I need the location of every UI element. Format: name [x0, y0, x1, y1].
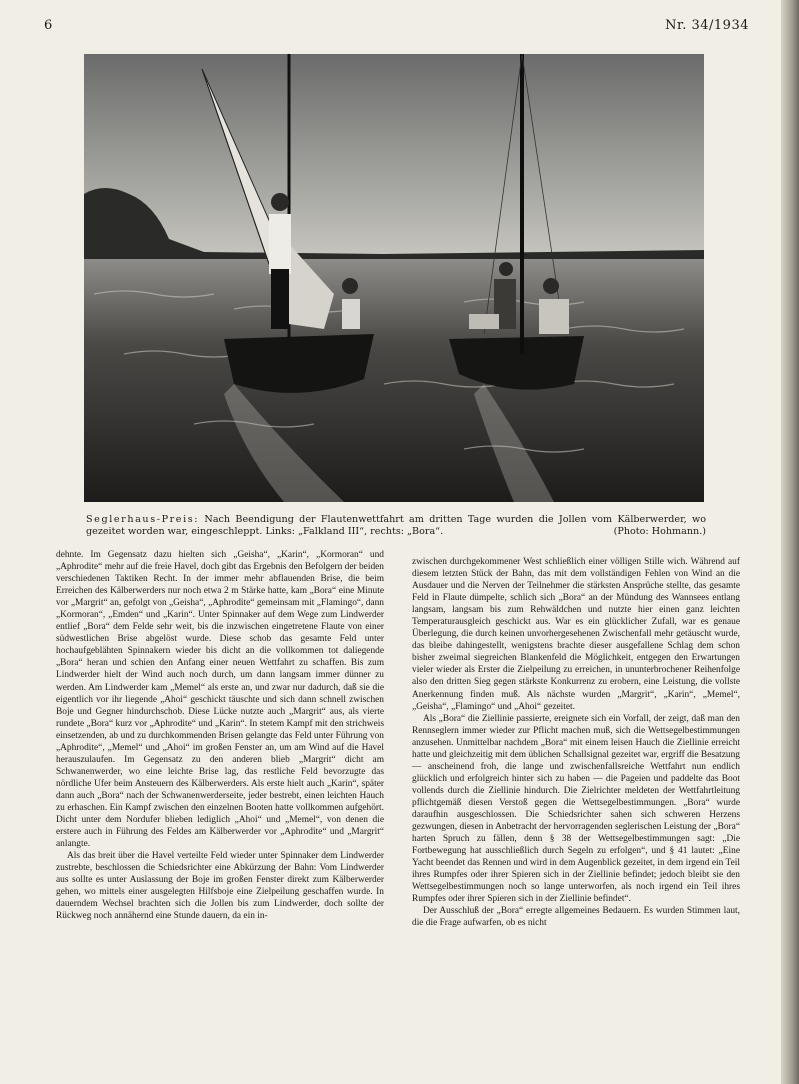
issue-number: Nr. 34/1934: [665, 18, 749, 33]
paragraph: dehnte. Im Gegensatz dazu hielten sich „Geisha“, „Karin“, „Kormoran“ und „Aphrodite“ mehr auf die freie Havel, doch gibt das Ergebnis den Befolgern der beiden verschiedenen Taktiken Recht. In der immer mehr abflauenden Brise, die beim Erreichen des Kälberwerders nur noch etwa 2 m Stärke hatte, kam „Bora“ eine Minute vor „Margrit“ an, gefolgt von „Geisha“, „Aphrodite“ gemeinsam mit „Flamingo“, dann „Kormoran“, „Emden“ und „Karin“. Unter Spinnaker auf dem Wege zum Lindwerder entlief „Bora“ dem Felde sehr weit, bis die inzwischen eingetretene Flaute von einer südwestlichen Brise abgelöst wurde. Diese schob das gesamte Feld unter hochaufgeblähten Spinnakern wieder bis dicht an die vollkommen tot daliegende „Bora“ heran und schien den Anfang einer neuen Wettfahrt zu schaffen. Bis zum Lindwerder hielt der Wind auch noch durch, um dann langsam immer dünner zu werden. Am Lindwerder kam „Memel“ als erste an, und zwar nur dadurch, daß sie die eigentlich vor ihr liegende „Ahoi“ geschickt täuschte und sich dann schnell zwischen Boje und Gegner hindurchschob. Diese Lücke nutzte auch „Margrit“ aus, als vierte rundete „Bora“ kurz vor „Aphrodite“ und „Karin“. In stetem Kampf mit den strichweis einsetzenden, ab und zu durchkommenden Brisen gelangte das Feld unter Führung von „Aphrodite“, „Memel“ und „Ahoi“ im großen Fenster an, um am Wind auf die Havel herauszulaufen. Im Gegensatz zu den anderen blieb „Margrit“ dicht am Schwanenwerder, wo eine leichte Brise lag, das restliche Feld bevorzugte das nördliche Ufer beim Ansteuern des Kälberwerders. Als erste hielt auch „Karin“, später dann auch „Bora“ nach der Schwanenwerderseite, jeder bestrebt, einen leichten Hauch zu erhaschen. Ein Kampf zwischen den einzelnen Booten hatte vollkommen aufgehört. Dicht unter dem Nordufer blieben lediglich „Ahoi“ und „Memel“, von denen die erstere auch in Führung des Feldes am Kälberwerder vor „Aphrodite“ und „Margrit“ anlangte.: [56, 550, 384, 850]
paragraph: zwischen durchgekommener West schließlich einer völligen Stille wich. Während auf diesem letzten Stück der Bahn, das mit dem vollständigen Fehlen von Wind an die Ausdauer und die Nerven der Teilnehmer die stärksten Ansprüche stellte, das gesamte Feld in Flaute dümpelte, schlich sich „Bora“ an der Mündung des Wannsees entlang langsam, langsam bis zum Rehwäldchen und nutzte hier einen ganz leichten Temperaturausgleich geschickt aus. War es ein glücklicher Zufall, war es genaue Überlegung, die durch keinen unvorhergesehenen Zwischenfall mehr getäuscht wurde, das bleibe dahingestellt, wenigstens brachte dieser ausgefallene Schlag dem schon bisher zweimal siegreichen Blankenfeld die Möglichkeit, entgegen den Erwartungen vieler wieder als Erster die Zielpeilung zu erreichen, in ununterbrochener Reihenfolge also den dritten Sieg gegen stärkste Konkurrenz zu erobern, eine Leistung, die vollste Anerkennung finden muß. Als nächste wurden „Margrit“, „Karin“, „Memel“, „Geisha“, „Flamingo“ und „Ahoi“ gezeitet.: [412, 557, 740, 712]
sailing-dinghies-photo-icon: [84, 54, 704, 502]
paragraph: Als „Bora“ die Ziellinie passierte, ereignete sich ein Vorfall, der zeigt, daß man den Rennseglern immer wieder zur Pflicht machen muß, sich die Wettsegelbestimmungen anzusehen. Unmittelbar nachdem „Bora“ mit einem leisen Hauch die Ziellinie erreicht hatte und gleichzeitig mit dem üblichen Schallsignal gezeitet war, ergriff die Besatzung — anscheinend froh, die lange und zwischenfallsreiche Wettfahrt nun endlich glücklich und erfolgreich hinter sich zu haben — die Pageien und paddelte das Boot vollends durch die Ziellinie hindurch. Die Zielrichter meldeten der Wettfahrtleitung pflichtgemäß diesen Verstoß gegen die Wettsegelbestimmungen. „Bora“ wurde daraufhin ausgeschlossen. Die Schiedsrichter sahen sich schweren Herzens gezwungen, diesen in Anbetracht der hervorragenden seglerischen Leistung der „Bora“ harten Spruch zu fällen, denn § 38 der Wettsegelbestimmungen sagt: „Die Fortbewegung hat ausschließlich durch Segeln zu erfolgen“, und § 41 lautet: „Eine Yacht beendet das Rennen und wird in dem Augenblick gezeitet, in dem irgend ein Teil ihres Rumpfes oder ihrer Spieren sich in der Ziellinie befindet; jedoch bleibt sie den Wettsegelbestimmungen noch so lange unterworfen, als noch irgend ein Teil ihres Rumpfes oder ihrer Spieren sich in der Ziellinie befindet“.: [412, 713, 740, 905]
sailing-photo: [84, 54, 704, 502]
right-column: [412, 556, 740, 929]
paragraph: Als das breit über die Havel verteilte Feld wieder unter Spinnaker dem Lindwerder zustrebte, beschlossen die Schiedsrichter eine Abkürzung der Bahn: Vom Lindwerder aus sollte es unter Auslassung der Boje im großen Fenster direkt zum Kälberwerder gehen, wo mittels einer ausgelegten Hilfsboje eine Zielpeilung geschaffen wurde. In dauerndem Wechsel brachten sich die Jollen bis zum Lindwerder, doch sollte der Rückweg noch annähernd eine Stunde dauern, da ein in-: [56, 851, 384, 922]
photo-caption: [86, 514, 706, 538]
paragraph: Der Ausschluß der „Bora“ erregte allgemeines Bedauern. Es wurden Stimmen laut, die die Frage aufwarfen, ob es nicht: [412, 906, 740, 929]
caption-lead: Seglerhaus-Preis:: [86, 514, 200, 525]
caption-text: Nach Beendigung der Flautenwettfahrt am dritten Tage wurden die Jollen vom Kälberwerder, wo gezeitet worden war, eingeschleppt. Links: „Falkland III“, rechts: „Bora“.: [86, 514, 706, 537]
page-number: 6: [44, 18, 53, 33]
book-spine: [781, 0, 799, 1084]
left-column: [56, 549, 384, 922]
photo-credit: (Photo: Hohmann.): [613, 526, 706, 537]
